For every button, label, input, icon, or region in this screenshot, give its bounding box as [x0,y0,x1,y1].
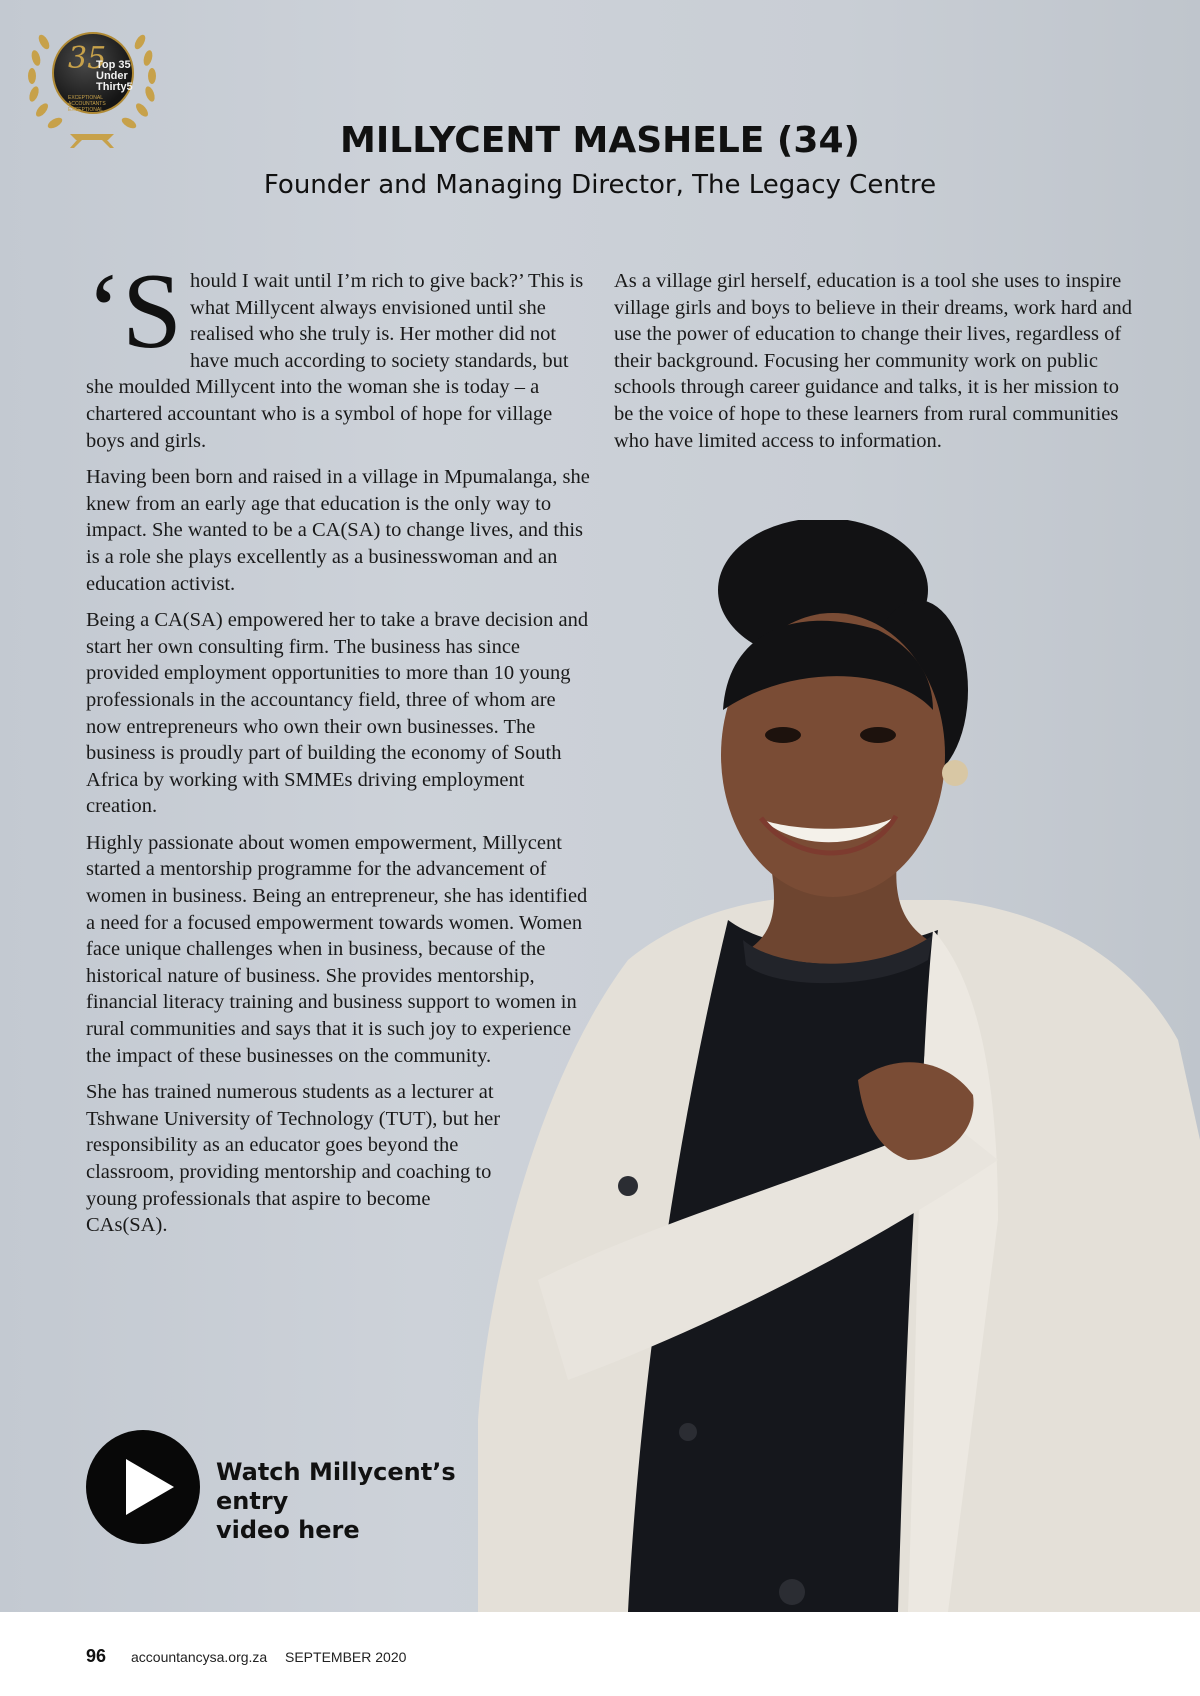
article-paragraph-5: She has trained numerous students as a lecturer at Tshwane University of Technology (TUT), but her responsibility as an educator goes beyond the classroom, providing mentorship and coaching to young professionals that aspire to become CAs(SA). [86,1081,501,1237]
article-paragraph-3: Being a CA(SA) empowered her to take a brave decision and start her own consulting firm. The business has since provided employment opportunities to more than 10 young professionals in the accountancy field, three of whom are now entrepreneurs who own their own businesses. The business is proudly part of building the economy of South Africa by working with SMMEs driving employment creation. [86,609,589,818]
footer-website: accountancysa.org.za [131,1649,268,1665]
article-column-left [86,252,596,1249]
paragraph-1-text: hould I wait until I’m rich to give back?’ This is what Millycent always envisioned until she realised who she truly is. Her mother did not have much according to society standards, but she moulded Millycent into the woman she is today – a chartered accountant who is a symbol of hope for village boys and girls. [86,270,584,452]
footer-issue-date: SEPTEMBER 2020 [285,1649,407,1665]
article-paragraph-2: Having been born and raised in a village in Mpumalanga, she knew from an early age that education is the only way to impact. She wanted to be a CA(SA) to change lives, and this is a role she plays excellently as a businesswoman and an education activist. [86,466,590,595]
article-paragraph-1 [86,252,596,454]
badge-line-3: Thirty5 [96,81,133,93]
article-column-right [614,268,1134,464]
page-number: 96 [86,1646,107,1666]
video-link-line-2: video here [216,1516,360,1544]
badge-disc [52,32,134,114]
play-video-button[interactable] [86,1430,200,1544]
video-link[interactable] [216,1458,536,1545]
video-link-line-1: Watch Millycent’s entry [216,1458,456,1515]
article-paragraph-6: As a village girl herself, education is a tool she uses to inspire village girls and boys to believe in their dreams, work hard and use the power of education to change their lives, regardless of their background. Focusing her community work on public schools through career guidance and talks, it is her mission to be the voice of hope to these learners from rural communities who have limited access to information. [614,270,1133,452]
profile-title: MILLYCENT MASHELE (34) [340,120,860,161]
badge-numeral: 35 [68,41,107,76]
drop-cap: ‘S [86,252,183,371]
play-icon [126,1459,174,1515]
profile-subtitle: Founder and Managing Director, The Legacy Centre [263,170,937,200]
badge-line-1: Top 35 [96,59,131,71]
article-paragraph-4: Highly passionate about women empowerment, Millycent started a mentorship programme for the advancement of women in business. Being an entrepreneur, she has identified a need for a focused empowerment towards women. Women face unique challenges when in business, because of the historical nature of business. She provides mentorship, financial literacy training and business support to women in rural communities and says that it is such joy to experience the impact of these businesses on the community. [86,831,588,1067]
badge-small-text: EXCEPTIONAL ACCOUNTANTS EXCEPTIONAL [68,95,106,113]
badge-line-2: Under [96,70,128,82]
